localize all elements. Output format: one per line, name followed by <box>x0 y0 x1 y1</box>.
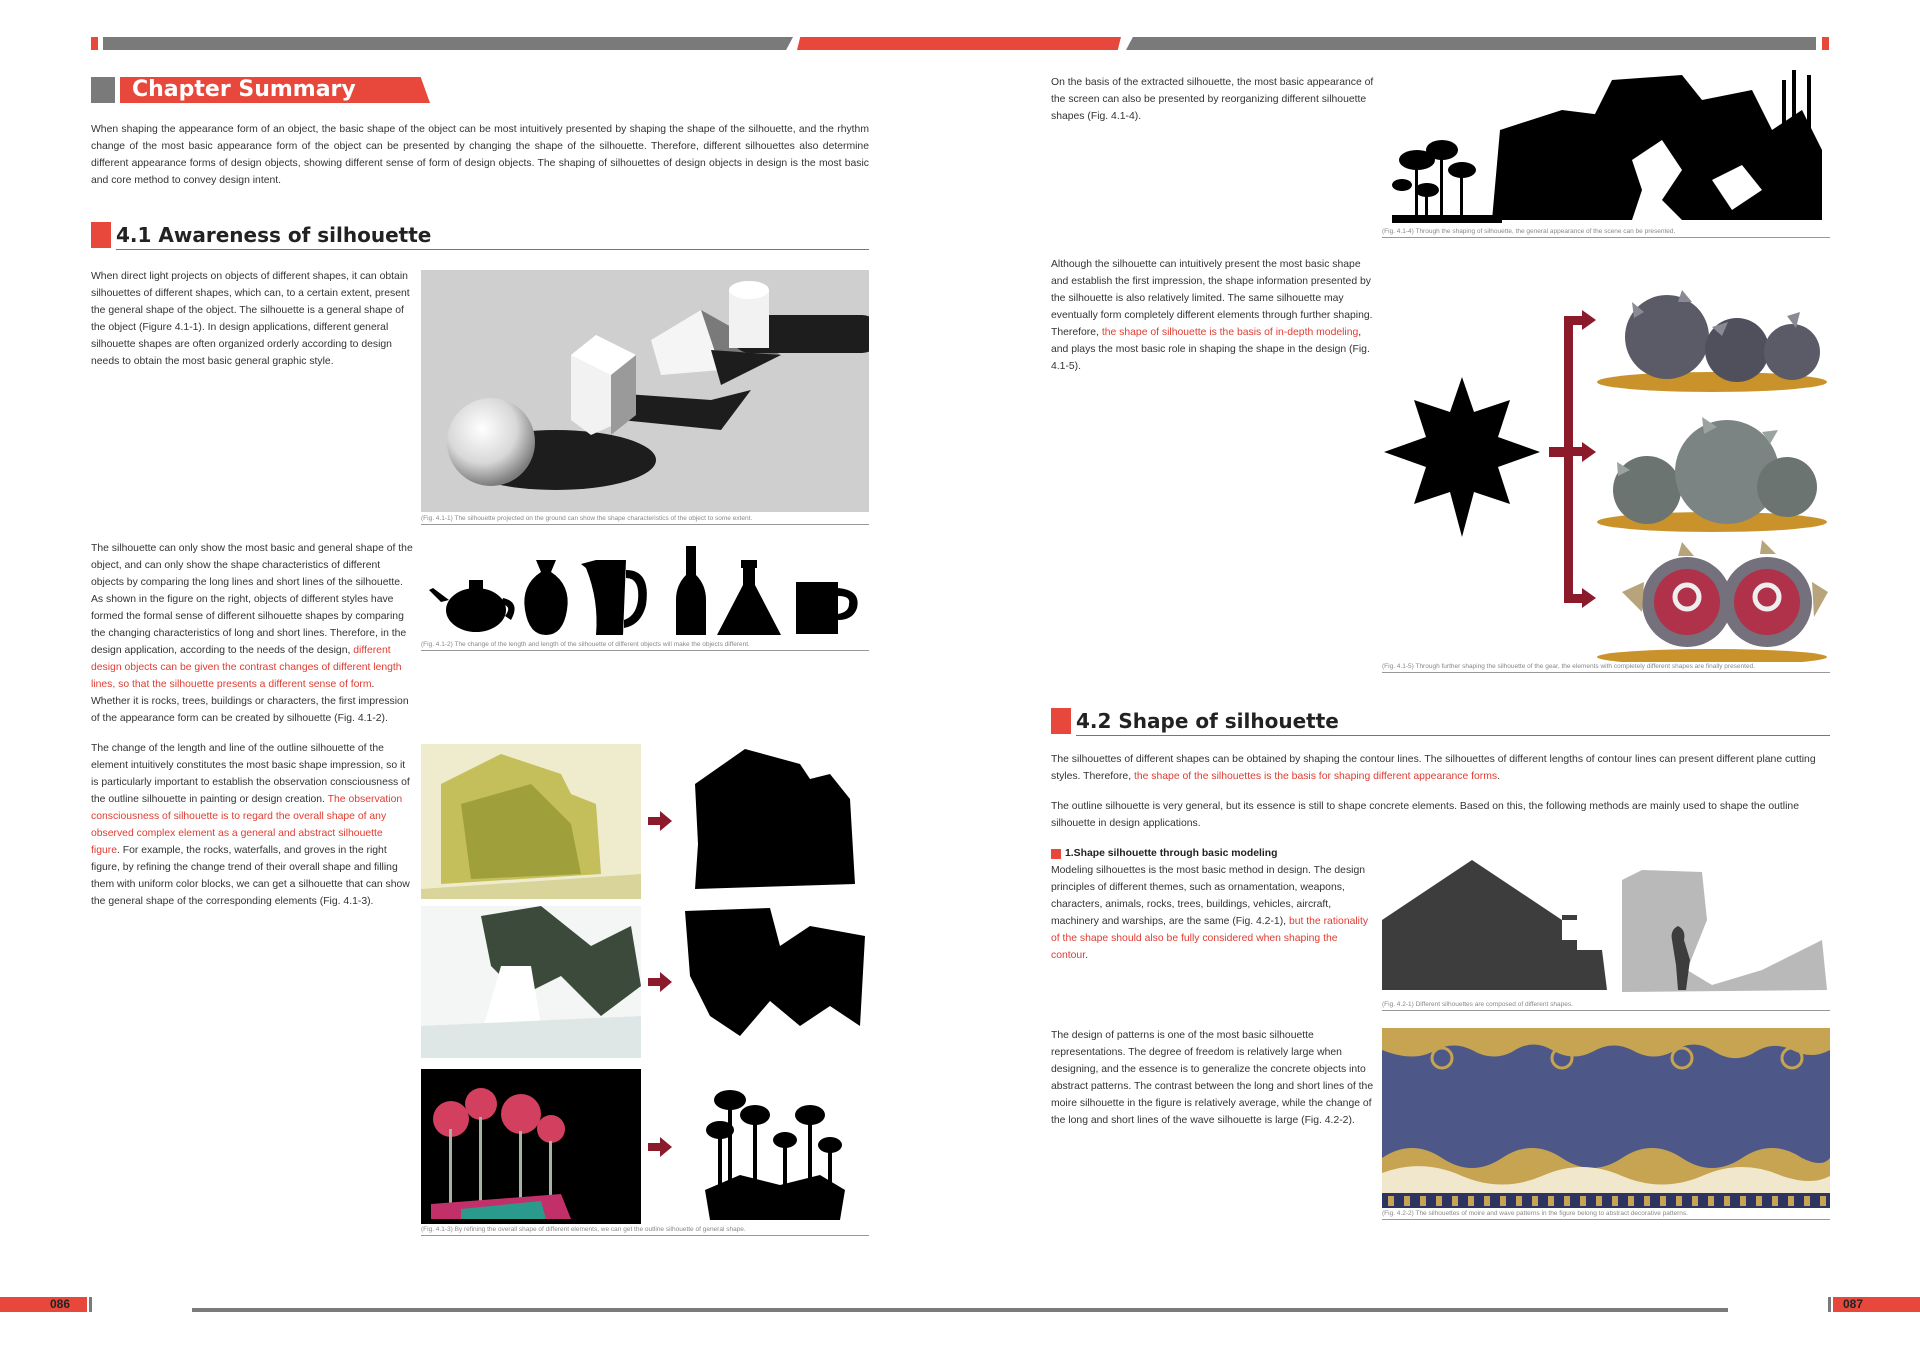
section-4-2-paragraph-3 <box>1051 862 1376 964</box>
top-accent-right <box>1822 37 1829 50</box>
footer-rule <box>192 1308 1728 1312</box>
top-accent-left <box>91 37 98 50</box>
fig-4-1-3-arrow-2 <box>648 972 672 992</box>
fig-4-1-1-caption: (Fig. 4.1-1) The silhouette projected on the ground can show the shape characteristics of the object to some extent. <box>421 514 869 525</box>
fig-4-1-3-arrow-1 <box>648 811 672 831</box>
fig-4-1-2-image <box>421 540 869 640</box>
subheading-marker <box>1051 849 1061 859</box>
section-4-2-marker <box>1051 708 1071 734</box>
paragraph-text: The silhouettes of different shapes can be obtained by shaping the contour lines. The silhouettes of different lengths of contour lines can present different plane cutting styles. Therefore, <box>1051 754 1816 782</box>
section-4-2-paragraph-4: The design of patterns is one of the most basic silhouette representations. The degree of freedom is relatively large when designing, and the essence is to generalize the concrete objects into abstract patterns. The contrast between the long and short lines of the moire silhouette in the figure is relatively average, while the change of the long and short lines of the wave silhouette is large (Fig. 4.2-2). <box>1051 1030 1374 1126</box>
page-number-left: 086 <box>50 1297 71 1311</box>
fig-4-2-2-image <box>1382 1028 1830 1208</box>
section-4-2-paragraph-1 <box>1051 751 1830 785</box>
fig-4-1-3-waterfall-silhouette <box>680 906 870 1058</box>
fig-4-1-3-waterfall-painting <box>421 906 641 1058</box>
paragraph-text: . <box>1497 771 1500 782</box>
top-bar-left <box>103 37 793 50</box>
section-4-1-rule <box>116 249 869 250</box>
footer-left-marker <box>89 1297 92 1312</box>
section-4-2-title: 4.2 Shape of silhouette <box>1076 709 1339 733</box>
fig-4-1-5-caption: (Fig. 4.1-5) Through further shaping the silhouette of the gear, the elements with completely different shapes are finally presented. <box>1382 662 1830 673</box>
fig-4-2-2-caption: (Fig. 4.2-2) The silhouettes of moire and wave patterns in the figure belong to abstract decorative patterns. <box>1382 1209 1830 1220</box>
right-paragraph-1: On the basis of the extracted silhouette, the most basic appearance of the screen can also be presented by reorganizing different silhouette shapes (Fig. 4.1-4). <box>1051 77 1374 122</box>
fig-4-1-5-image <box>1382 272 1830 662</box>
fig-4-2-1-image <box>1382 860 1830 1000</box>
footer-right-marker <box>1828 1297 1831 1312</box>
highlighted-text: the shape of the silhouettes is the basis for shaping different appearance forms <box>1133 771 1498 782</box>
highlighted-text: different design objects can be given the contrast changes of different length lines, so that the silhouette presents a different sense of form <box>91 645 402 690</box>
paragraph-text: Although the silhouette can intuitively present the most basic shape and establish the first impression, the shape information presented by the silhouette is also relatively limited. The same silhouette may eventually form completely different elements through further shaping. Therefore, <box>1051 259 1373 338</box>
fig-4-1-2-caption: (Fig. 4.1-2) The change of the length and length of the silhouette of different objects will make the objects different. <box>421 640 869 651</box>
paragraph-text: The change of the length and line of the outline silhouette of the element intuitively constitutes the most basic shape impression, so it is particularly important to establish the observation consciousness of the outline silhouette in painting or design creation. <box>91 743 410 805</box>
footer-page-left-tab <box>0 1297 87 1312</box>
section-4-2-paragraph-2: The outline silhouette is very general, but its essence is still to shape concrete elements. Based on this, the following methods are mainly used to shape the outline silhouette in design applications. <box>1051 801 1799 829</box>
chapter-title-marker <box>91 77 115 103</box>
paragraph-text: . For example, the rocks, waterfalls, and groves in the right figure, by refining the change trend of their overall shape and filling them with uniform color blocks, we can get a silhouette that can show the general shape of the corresponding elements (Fig. 4.1-3). <box>91 845 410 907</box>
highlighted-text: the shape of silhouette is the basis of in-depth modeling <box>1101 327 1359 338</box>
fig-4-1-3-grove-silhouette <box>700 1080 850 1220</box>
fig-4-2-1-caption: (Fig. 4.2-1) Different silhouettes are composed of different shapes. <box>1382 1000 1830 1011</box>
fig-4-1-3-caption: (Fig. 4.1-3) By refining the overall shape of different elements, we can get the outline silhouette of general shape. <box>421 1225 869 1236</box>
section-4-1-marker <box>91 222 111 248</box>
page-number-right: 087 <box>1843 1297 1864 1311</box>
highlighted-text: but the rationality of the shape should also be fully considered when shaping the contour <box>1051 916 1369 961</box>
paragraph-text: , and plays the most basic role in shaping the shape in the design (Fig. 4.1-5). <box>1051 327 1370 372</box>
fig-4-1-3-arrow-3 <box>648 1137 672 1157</box>
top-bar-right <box>1126 37 1816 50</box>
fig-4-1-1-image <box>421 270 869 512</box>
section-4-1-title: 4.1 Awareness of silhouette <box>116 223 432 247</box>
right-paragraph-2 <box>1051 256 1376 375</box>
paragraph-text: . <box>1085 950 1088 961</box>
highlighted-text: The observation consciousness of silhouette is to regard the overall shape of any observed complex element as a general and abstract silhouette figure <box>91 794 403 856</box>
fig-4-1-3-rock-silhouette <box>690 744 870 899</box>
chapter-summary: When shaping the appearance form of an object, the basic shape of the object can be most intuitively presented by shaping the shape of the silhouette, and the rhythm change of the most basic appearance form of the object can be presented by changing the shape of the silhouette. Therefore, different silhouettes also determine different appearance forms of design objects, showing different sense of form of design objects. The shaping of silhouettes of design objects in design is the most basic and core method to convey design intent. <box>91 124 869 186</box>
fig-4-1-4-image <box>1382 70 1830 225</box>
fig-4-1-3-grove-painting <box>421 1069 641 1224</box>
fig-4-1-3-rock-painting <box>421 744 641 899</box>
paragraph-text: . Whether it is rocks, trees, buildings or characters, the first impression of the appearance form can be created by silhouette (Fig. 4.1-2). <box>91 679 409 724</box>
section-4-1-paragraph-3 <box>91 740 414 910</box>
paragraph-text: Modeling silhouettes is the most basic method in design. The design principles of different themes, such as ornamentation, weapons, characters, animals, rocks, trees, buildings, vehicles, aircraft, machinery and warships, are the same (Fig. 4.2-1), <box>1051 865 1366 927</box>
section-4-1-paragraph-2 <box>91 540 414 727</box>
fig-4-1-4-caption: (Fig. 4.1-4) Through the shaping of silhouette, the general appearance of the scene can be presented. <box>1382 227 1830 238</box>
subheading-1: 1.Shape silhouette through basic modeling <box>1065 848 1278 859</box>
paragraph-text: The silhouette can only show the most basic and general shape of the object, and can only show the shape characteristics of different objects by comparing the long lines and short lines of the silhouette. As shown in the figure on the right, objects of different styles have formed the formal sense of different silhouette shapes by comparing the changing characteristics of long and short lines. Therefore, in the design application, according to the needs of the design, <box>91 543 413 656</box>
section-4-2-rule <box>1076 735 1830 736</box>
section-4-1-paragraph-1: When direct light projects on objects of different shapes, it can obtain silhouettes of different shapes, which can, to a certain extent, present the general shape of the object. The silhouette is a general shape of the object (Figure 4.1-1). In design applications, different general silhouette shapes are often organized orderly according to design needs to obtain the most basic general graphic style. <box>91 271 410 367</box>
top-bar-center <box>797 37 1121 50</box>
chapter-title: Chapter Summary <box>132 77 356 102</box>
